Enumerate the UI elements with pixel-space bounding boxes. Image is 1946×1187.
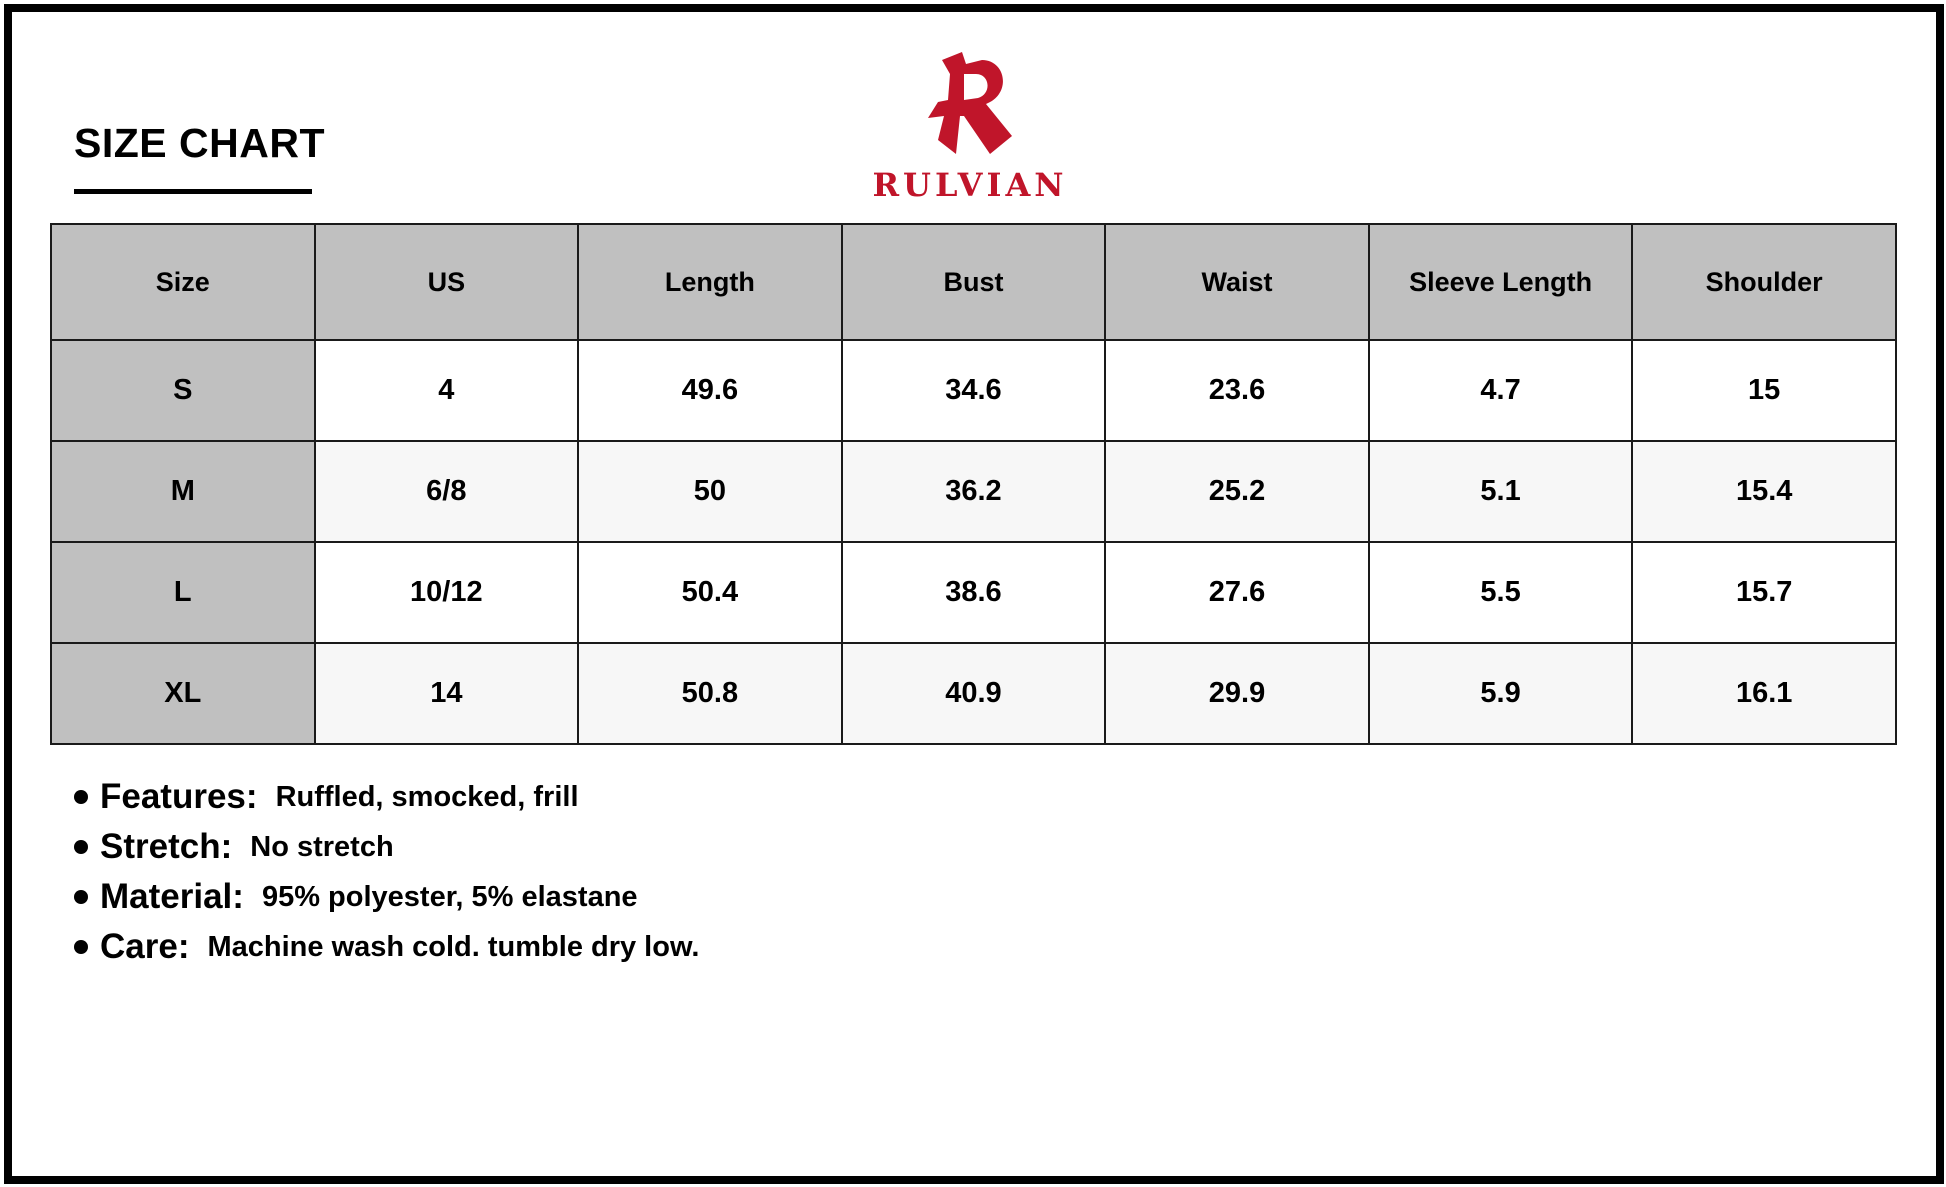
table-cell-shoulder: 16.1 xyxy=(1632,643,1896,744)
table-cell-waist: 25.2 xyxy=(1105,441,1369,542)
table-cell-us: 14 xyxy=(315,643,579,744)
spec-label-material: Material: xyxy=(100,877,244,916)
bullet-icon xyxy=(74,790,88,804)
table-cell-bust: 34.6 xyxy=(842,340,1106,441)
table-cell-waist: 29.9 xyxy=(1105,643,1369,744)
header-bust: Bust xyxy=(842,224,1106,340)
spec-label-care: Care: xyxy=(100,927,190,966)
bullet-icon xyxy=(74,890,88,904)
spec-value-features: Ruffled, smocked, frill xyxy=(275,780,579,813)
header-shoulder: Shoulder xyxy=(1632,224,1896,340)
table-cell-sleeve-length: 5.5 xyxy=(1369,542,1633,643)
table-cell-length: 50.4 xyxy=(578,542,842,643)
table-cell-shoulder: 15 xyxy=(1632,340,1896,441)
table-cell-shoulder: 15.4 xyxy=(1632,441,1896,542)
table-cell-length: 49.6 xyxy=(578,340,842,441)
header-waist: Waist xyxy=(1105,224,1369,340)
table-cell-length: 50 xyxy=(578,441,842,542)
brand-logo xyxy=(870,50,1070,210)
page-title: SIZE CHART xyxy=(74,120,325,166)
table-cell-sleeve-length: 5.1 xyxy=(1369,441,1633,542)
table-cell-bust: 36.2 xyxy=(842,441,1106,542)
table-row xyxy=(51,340,1896,441)
header-length: Length xyxy=(578,224,842,340)
table-cell-length: 50.8 xyxy=(578,643,842,744)
table-cell-size: L xyxy=(51,542,315,643)
table-cell-us: 4 xyxy=(315,340,579,441)
table-row xyxy=(51,441,1896,542)
header-size: Size xyxy=(51,224,315,340)
bullet-icon xyxy=(74,840,88,854)
product-spec-list xyxy=(74,772,700,972)
header-sleeve-length: Sleeve Length xyxy=(1369,224,1633,340)
spec-value-care: Machine wash cold. tumble dry low. xyxy=(207,930,700,963)
table-cell-us: 10/12 xyxy=(315,542,579,643)
spec-value-material: 95% polyester, 5% elastane xyxy=(261,880,638,913)
list-item xyxy=(74,872,700,922)
spec-label-features: Features: xyxy=(100,777,258,816)
table-cell-shoulder: 15.7 xyxy=(1632,542,1896,643)
table-cell-us: 6/8 xyxy=(315,441,579,542)
table-cell-waist: 27.6 xyxy=(1105,542,1369,643)
brand-name: RULVIAN xyxy=(872,166,1068,204)
spec-label-stretch: Stretch: xyxy=(100,827,233,866)
table-cell-size: XL xyxy=(51,643,315,744)
table-cell-size: M xyxy=(51,441,315,542)
list-item xyxy=(74,922,700,972)
header-us: US xyxy=(315,224,579,340)
header-row xyxy=(51,224,1896,340)
table-row xyxy=(51,542,1896,643)
list-item xyxy=(74,822,700,872)
title-underline xyxy=(74,189,312,194)
table-cell-sleeve-length: 4.7 xyxy=(1369,340,1633,441)
size-chart-table xyxy=(50,223,1897,745)
bullet-icon xyxy=(74,940,88,954)
table-cell-size: S xyxy=(51,340,315,441)
spec-value-stretch: No stretch xyxy=(250,830,394,863)
table-cell-bust: 38.6 xyxy=(842,542,1106,643)
list-item xyxy=(74,772,700,822)
table-cell-sleeve-length: 5.9 xyxy=(1369,643,1633,744)
stylized-letter-r-logo-icon xyxy=(920,50,1020,160)
table-cell-bust: 40.9 xyxy=(842,643,1106,744)
table-row xyxy=(51,643,1896,744)
table-cell-waist: 23.6 xyxy=(1105,340,1369,441)
